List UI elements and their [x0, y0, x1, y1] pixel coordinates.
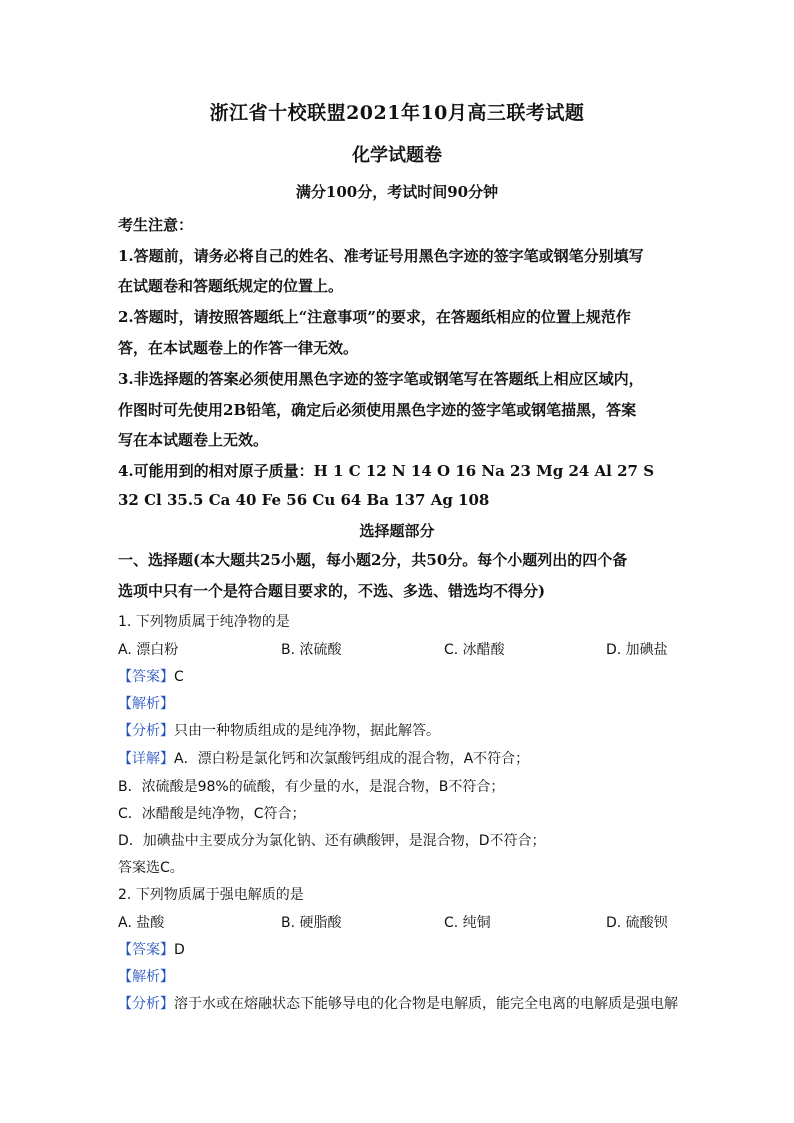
q1-option-c: C. 冰醋酸: [444, 642, 505, 658]
notice-line: 作图时可先使用2B铅笔，确定后必须使用黑色字迹的签字笔或钢笔描黑，答案: [118, 401, 637, 419]
q1-option-a: A. 漂白粉: [118, 642, 179, 658]
q1-detail-c: C．冰醋酸是纯净物，C符合；: [118, 806, 306, 822]
q2-fenxi: 【分析】溶于水或在熔融状态下能够导电的化合物是电解质，能完全电离的电解质是强电解: [118, 996, 678, 1012]
q2-option-a: A. 盐酸: [118, 915, 165, 931]
section-title: 选择题部分: [359, 522, 435, 540]
notice-line: 写在本试题卷上无效。: [118, 431, 269, 449]
answer-value: C: [174, 669, 184, 685]
q1-option-d: D. 加碘盐: [606, 642, 668, 658]
q2-analysis-tag: 【解析】: [118, 969, 174, 985]
notice-line: 1.答题前，请务必将自己的姓名、准考证号用黑色字迹的签字笔或钢笔分别填写: [118, 247, 644, 265]
notice-line: 在试题卷和答题纸规定的位置上。: [118, 277, 344, 295]
q1-detail-a: 【详解】A．漂白粉是氯化钙和次氯酸钙组成的混合物，A不符合；: [118, 751, 530, 767]
question-stem: 2. 下列物质属于强电解质的是: [118, 887, 304, 903]
q2-option-d: D. 硫酸钡: [606, 915, 668, 931]
q1-detail-d: D．加碘盐中主要成分为氯化钠、还有碘酸钾，是混合物，D不符合；: [118, 833, 546, 849]
q1-answer: [118, 666, 678, 686]
q2-option-c: C. 纯铜: [444, 915, 491, 931]
q2-answer: [118, 939, 678, 959]
section-intro: 一、选择题(本大题共25小题，每小题2分，共50分。每个小题列出的四个备: [118, 551, 628, 569]
notice-line: 32 Cl 35.5 Ca 40 Fe 56 Cu 64 Ba 137 Ag 108: [118, 491, 490, 509]
answer-tag: 【答案】: [118, 669, 174, 685]
notice-line: 4.可能用到的相对原子质量：H 1 C 12 N 14 O 16 Na 23 Mg 24 Al 27 S: [118, 462, 655, 480]
notice-heading: 考生注意：: [118, 216, 194, 234]
question-stem: 1. 下列物质属于纯净物的是: [118, 614, 290, 630]
q1-fenxi: 【分析】只由一种物质组成的是纯净物，据此解答。: [118, 723, 440, 739]
answer-value: D: [174, 942, 185, 958]
page-subtitle: 化学试题卷: [352, 145, 442, 166]
q1-detail-b: B．浓硫酸是98%的硫酸，有少量的水，是混合物，B不符合；: [118, 779, 505, 795]
score-info: 满分100分，考试时间90分钟: [295, 183, 499, 201]
notice-line: 答，在本试题卷上的作答一律无效。: [118, 339, 359, 357]
section-intro: 选项中只有一个是符合题目要求的，不选、多选、错选均不得分): [118, 582, 546, 600]
notice-line: 2.答题时，请按照答题纸上“注意事项”的要求，在答题纸相应的位置上规范作: [118, 308, 631, 326]
q1-analysis-tag: 【解析】: [118, 696, 174, 712]
q1-option-b: B. 浓硫酸: [281, 642, 342, 658]
answer-tag: 【答案】: [118, 942, 174, 958]
notice-line: 3.非选择题的答案必须使用黑色字迹的签字笔或钢笔写在答题纸上相应区域内，: [118, 370, 644, 388]
page-title: 浙江省十校联盟2021年10月高三联考试题: [209, 102, 585, 124]
q1-conclusion: 答案选C。: [118, 860, 184, 876]
q2-option-b: B. 硬脂酸: [281, 915, 342, 931]
